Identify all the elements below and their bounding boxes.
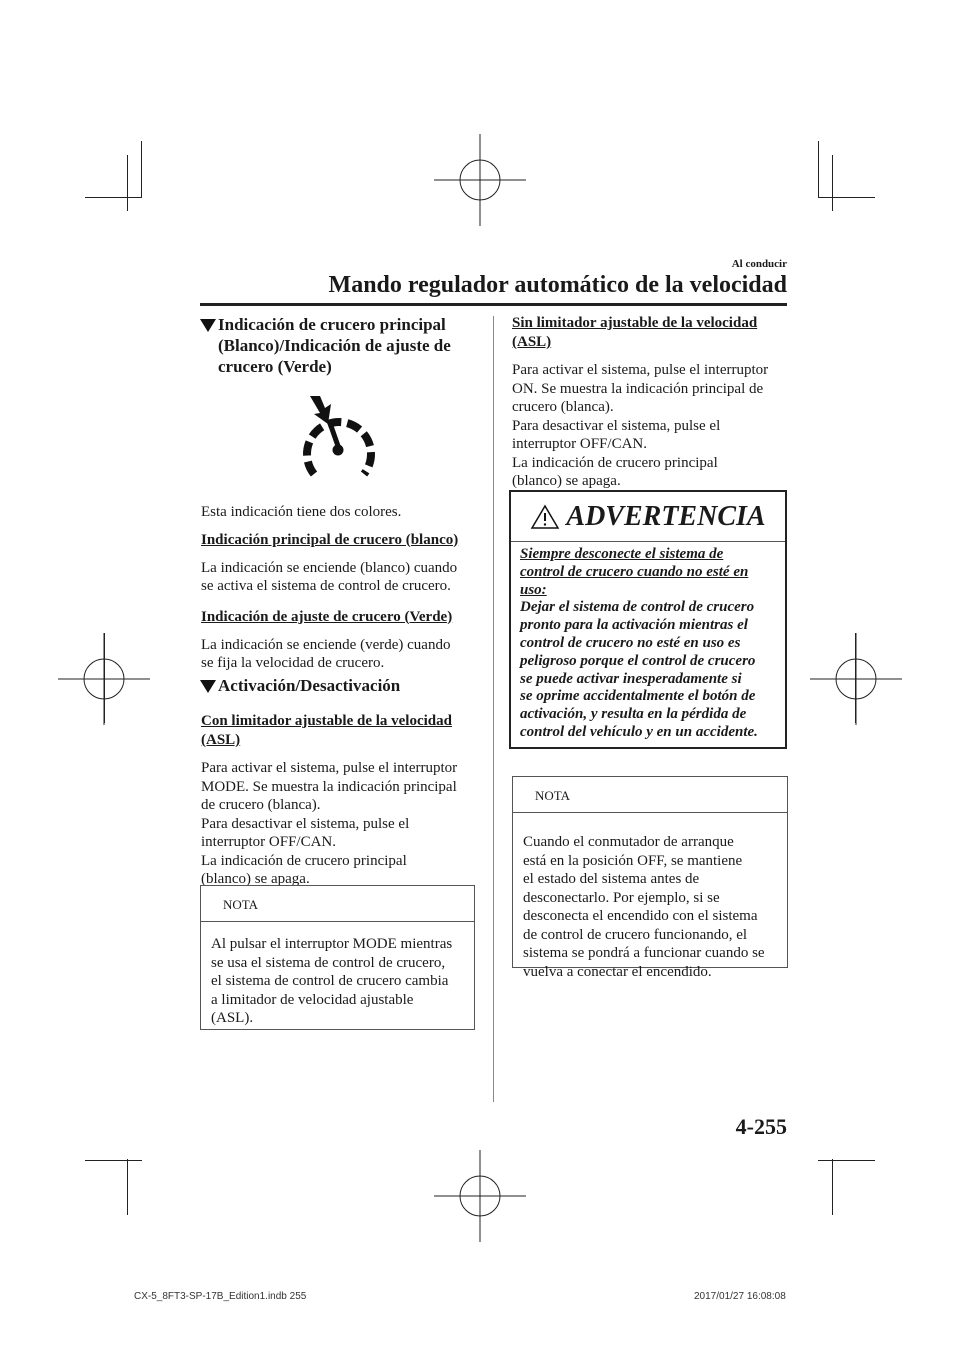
paragraph-line: La indicación de crucero principal bbox=[201, 852, 407, 869]
warning-heading-line: control de crucero cuando no esté en bbox=[520, 563, 749, 580]
note-line: se usa el sistema de control de crucero, bbox=[211, 954, 446, 971]
chapter-label: Al conducir bbox=[731, 258, 787, 270]
paragraph-line: La indicación se enciende (blanco) cuando bbox=[201, 559, 458, 576]
page-number: 4-255 bbox=[735, 1114, 787, 1139]
note-title: NOTA bbox=[201, 886, 474, 922]
paragraph-line: se fija la velocidad de crucero. bbox=[201, 655, 385, 671]
paragraph-line: Para desactivar el sistema, pulse el bbox=[512, 417, 721, 434]
left-body-2 bbox=[201, 712, 481, 889]
warning-line: se oprime accidentalmente el botón de bbox=[520, 688, 756, 705]
paragraph-line: ON. Se muestra la indicación principal de bbox=[512, 380, 764, 397]
crop-mark bbox=[818, 197, 875, 198]
note-line: Al pulsar el interruptor MODE mientras bbox=[211, 936, 453, 952]
cruise-control-indicator-icon bbox=[298, 394, 380, 482]
section-triangle-icon bbox=[200, 680, 216, 693]
note-line: a limitador de velocidad ajustable bbox=[211, 991, 414, 1008]
section-triangle-icon bbox=[200, 319, 216, 332]
main-indicator-heading: Indicación principal de crucero (blanco) bbox=[201, 531, 459, 548]
note-line: (ASL). bbox=[211, 1010, 254, 1026]
column-divider bbox=[493, 316, 494, 1102]
note-line: desconectarlo. Por ejemplo, si se bbox=[523, 889, 720, 906]
warning-box bbox=[509, 490, 787, 749]
paragraph-line: Para activar el sistema, pulse el interruptor bbox=[201, 760, 458, 776]
note-title: NOTA bbox=[513, 777, 787, 813]
section-cruise-indicator bbox=[200, 314, 475, 377]
registration-mark-top bbox=[434, 134, 526, 226]
note-line: vuelva a conectar el encendido. bbox=[523, 963, 712, 980]
warning-heading-line: Siempre desconecte el sistema de bbox=[520, 546, 724, 562]
warning-line: Dejar el sistema de control de crucero bbox=[520, 599, 755, 616]
crop-mark bbox=[818, 141, 819, 198]
warning-line: control del vehículo y en un accidente. bbox=[520, 723, 758, 740]
warning-line: peligroso porque el control de crucero bbox=[520, 652, 756, 669]
header-rule bbox=[200, 303, 787, 306]
crop-mark bbox=[127, 1159, 128, 1215]
section-activation bbox=[200, 675, 480, 696]
crop-mark bbox=[818, 1160, 875, 1161]
asl-heading-line: (ASL) bbox=[201, 732, 241, 748]
crop-mark bbox=[85, 1160, 142, 1161]
intro-text: Esta indicación tiene dos colores. bbox=[201, 504, 402, 520]
section-title-line: Indicación de crucero principal bbox=[218, 315, 446, 334]
paragraph-line: La indicación se enciende (verde) cuando bbox=[201, 636, 451, 653]
paragraph-line: se activa el sistema de control de crucero. bbox=[201, 578, 451, 594]
noasl-heading-line: (ASL) bbox=[512, 334, 552, 350]
crop-mark bbox=[85, 197, 142, 198]
paragraph-line: (blanco) se apaga. bbox=[201, 871, 310, 887]
note-line: de control de crucero funcionando, el bbox=[523, 926, 748, 943]
warning-triangle-icon bbox=[530, 504, 560, 530]
section-title-line: crucero (Verde) bbox=[218, 357, 332, 376]
crop-mark bbox=[832, 1159, 833, 1215]
paragraph-line: interruptor OFF/CAN. bbox=[512, 436, 647, 452]
warning-heading-line: uso: bbox=[520, 581, 547, 598]
footer-file: CX-5_8FT3-SP-17B_Edition1.indb 255 bbox=[134, 1291, 307, 1302]
paragraph-line: crucero (blanca). bbox=[512, 399, 614, 415]
left-body-1 bbox=[201, 503, 481, 673]
note-line: el sistema de control de crucero cambia bbox=[211, 973, 449, 989]
warning-title: ADVERTENCIA bbox=[566, 500, 766, 532]
registration-mark-bottom bbox=[434, 1150, 526, 1242]
paragraph-line: interruptor OFF/CAN. bbox=[201, 834, 336, 850]
registration-mark-left bbox=[58, 633, 150, 725]
asl-heading-line: Con limitador ajustable de la velocidad bbox=[201, 713, 452, 729]
registration-mark-right bbox=[810, 633, 902, 725]
noasl-heading-line: Sin limitador ajustable de la velocidad bbox=[512, 315, 758, 331]
paragraph-line: (blanco) se apaga. bbox=[512, 473, 621, 489]
page-title: Mando regulador automático de la velocidad bbox=[328, 272, 787, 298]
paragraph-line: Para desactivar el sistema, pulse el bbox=[201, 815, 410, 832]
warning-line: se puede activar inesperadamente si bbox=[520, 670, 742, 687]
note-box-left bbox=[200, 885, 475, 1030]
note-line: sistema se pondrá a funcionar cuando se bbox=[523, 945, 765, 961]
note-line: Cuando el conmutador de arranque bbox=[523, 834, 734, 850]
note-line: el estado del sistema antes de bbox=[523, 871, 700, 887]
warning-header bbox=[511, 492, 785, 542]
note-line: desconecta el encendido con el sistema bbox=[523, 908, 758, 924]
footer-datetime: 2017/01/27 16:08:08 bbox=[694, 1291, 786, 1302]
warning-line: pronto para la activación mientras el bbox=[520, 617, 748, 634]
crop-mark bbox=[127, 155, 128, 211]
paragraph-line: Para activar el sistema, pulse el interruptor bbox=[512, 362, 769, 378]
warning-line: activación, y resulta en la pérdida de bbox=[520, 706, 747, 723]
crop-mark bbox=[832, 155, 833, 211]
paragraph-line: MODE. Se muestra la indicación principal bbox=[201, 778, 457, 795]
crop-mark bbox=[141, 141, 142, 198]
note-box-right bbox=[512, 776, 788, 980]
warning-line: control de crucero no esté en uso es bbox=[520, 634, 741, 651]
section-title-line: (Blanco)/Indicación de ajuste de bbox=[218, 336, 451, 355]
right-body bbox=[512, 314, 792, 491]
set-indicator-heading: Indicación de ajuste de crucero (Verde) bbox=[201, 608, 453, 625]
section-title: Activación/Desactivación bbox=[218, 676, 401, 695]
paragraph-line: La indicación de crucero principal bbox=[512, 454, 718, 471]
paragraph-line: de crucero (blanca). bbox=[201, 797, 321, 813]
note-line: está en la posición OFF, se mantiene bbox=[523, 852, 743, 869]
